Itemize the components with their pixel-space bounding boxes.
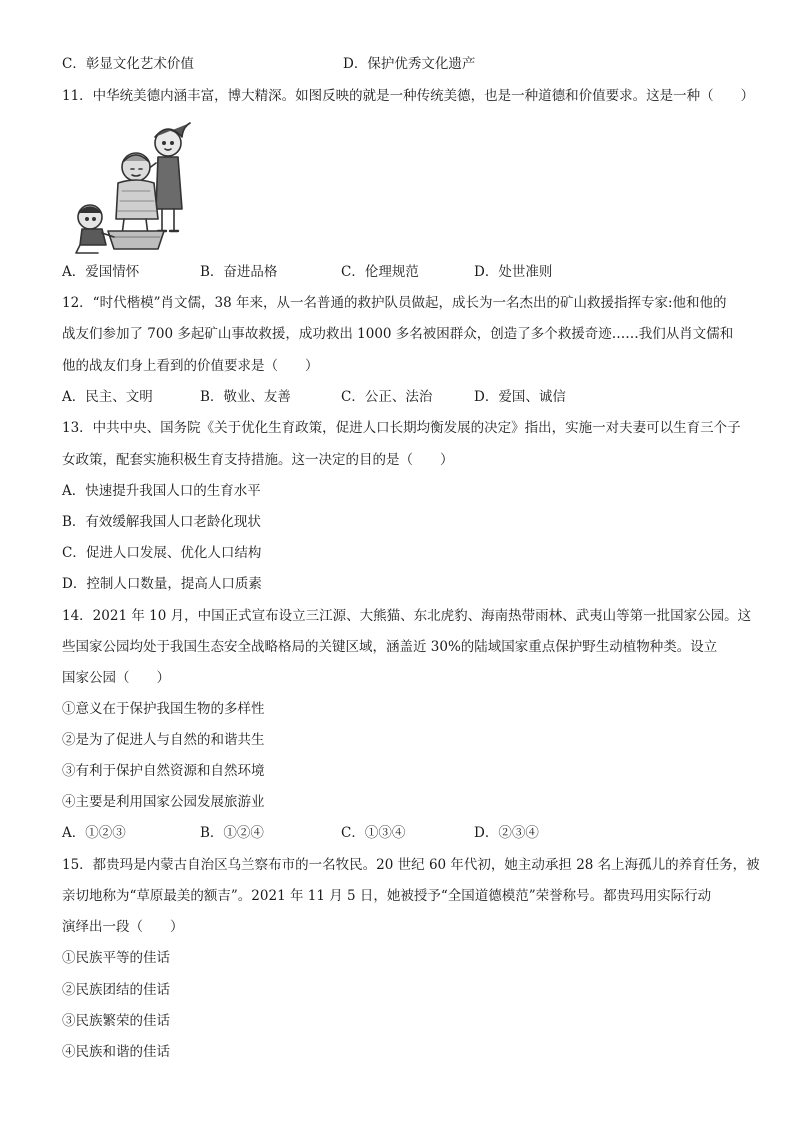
q11-option-a: A．爱国情怀 — [62, 264, 140, 280]
q12-option-a: A．民主、文明 — [62, 389, 153, 405]
q14-statement-3: ③有利于保护自然资源和自然环境 — [62, 763, 265, 779]
q12-option-d: D．爱国、诚信 — [474, 389, 566, 405]
q15-statement-4: ④民族和谐的佳话 — [62, 1044, 170, 1060]
q10-option-d: D．保护优秀文化遗产 — [343, 56, 476, 72]
q13-option-a: A．快速提升我国人口的生育水平 — [62, 483, 261, 499]
foot-washing-illustration-icon — [68, 113, 198, 255]
q13-option-d: D．控制人口数量，提高人口质素 — [62, 576, 262, 592]
q13-option-b: B．有效缓解我国人口老龄化现状 — [62, 514, 261, 530]
q14-option-b: B．①②④ — [200, 825, 264, 841]
q11-stem: 11．中华统美德内涵丰富，博大精深。如图反映的就是一种传统美德，也是一种道德和价值要求。这是一种（ ） — [62, 88, 755, 104]
q15-stem-line-2: 亲切地称为“草原最美的额吉”。2021 年 11 月 5 日，她被授予“全国道德模范”荣誉称号。都贵玛用实际行动 — [62, 888, 712, 904]
q13-option-c: C．促进人口发展、优化人口结构 — [62, 545, 262, 561]
q12-stem-line-3: 他的战友们身上看到的价值要求是（ ） — [62, 358, 319, 374]
q14-statement-1: ①意义在于保护我国生物的多样性 — [62, 701, 265, 717]
q11-option-d: D．处世准则 — [474, 264, 553, 280]
q12-stem-line-2: 战友们参加了 700 多起矿山事故救援，成功救出 1000 多名被困群众，创造了多个救援奇迹……我们从肖文儒和 — [62, 326, 734, 342]
q14-stem-line-1: 14．2021 年 10 月，中国正式宣布设立三江源、大熊猫、东北虎豹、海南热带雨林、武夷山等第一批国家公园。这 — [62, 608, 752, 624]
q11-option-c: C．伦理规范 — [341, 264, 419, 280]
q15-statement-3: ③民族繁荣的佳话 — [62, 1013, 170, 1029]
q15-statement-1: ①民族平等的佳话 — [62, 950, 170, 966]
q15-stem-line-1: 15．都贵玛是内蒙古自治区乌兰察布市的一名牧民。20 世纪 60 年代初，她主动承担 28 名上海孤儿的养育任务，被 — [62, 857, 760, 873]
q15-statement-2: ②民族团结的佳话 — [62, 982, 170, 998]
q12-option-c: C．公正、法治 — [341, 389, 433, 405]
q14-option-d: D．②③④ — [474, 825, 539, 841]
q15-stem-line-3: 演绎出一段（ ） — [62, 919, 184, 935]
q11-illustration — [68, 113, 198, 255]
q14-stem-line-2: 些国家公园均处于我国生态安全战略格局的关键区域，涵盖近 30%的陆域国家重点保护野生动植物种类。设立 — [62, 639, 718, 655]
q11-option-b: B．奋进品格 — [200, 264, 278, 280]
q14-option-c: C．①③④ — [341, 825, 406, 841]
q14-stem-line-3: 国家公园（ ） — [62, 670, 170, 686]
q14-statement-2: ②是为了促进人与自然的和谐共生 — [62, 732, 265, 748]
q12-option-b: B．敬业、友善 — [200, 389, 291, 405]
q14-option-a: A．①②③ — [62, 825, 126, 841]
q10-option-c: C．彰显文化艺术价值 — [62, 56, 194, 72]
q12-stem-line-1: 12．“时代楷模”肖文儒，38 年来，从一名普通的救护队员做起，成长为一名杰出的矿山救援指挥专家:他和他的 — [62, 295, 727, 311]
q14-statement-4: ④主要是利用国家公园发展旅游业 — [62, 794, 265, 810]
q13-stem-line-2: 女政策，配套实施积极生育支持措施。这一决定的目的是（ ） — [62, 452, 454, 468]
q13-stem-line-1: 13．中共中央、国务院《关于优化生育政策，促进人口长期均衡发展的决定》指出，实施一对夫妻可以生育三个子 — [62, 420, 741, 436]
